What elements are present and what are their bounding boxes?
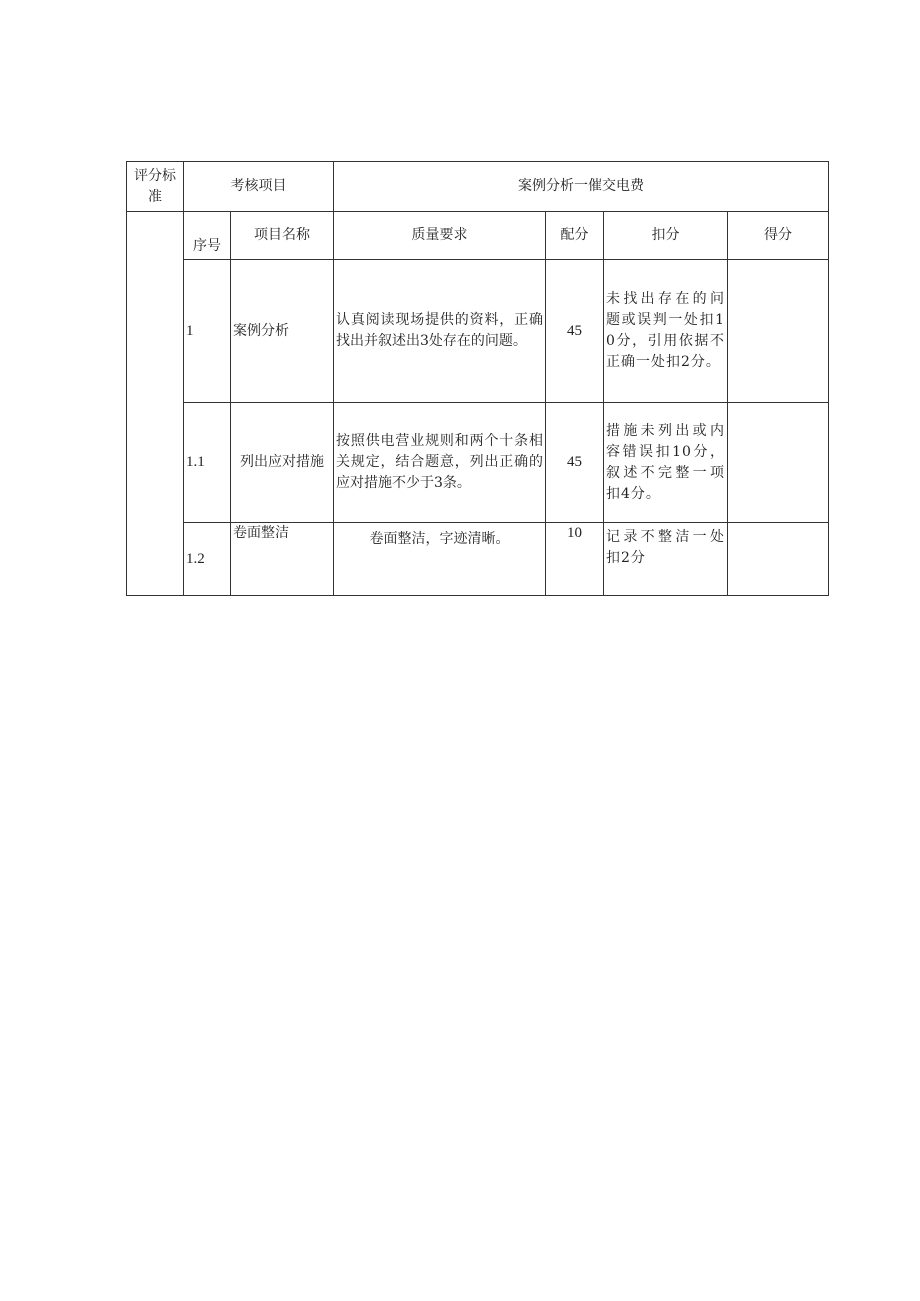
header-deduction: 扣分	[604, 212, 728, 260]
row-quality: 卷面整洁，字迹清晰。	[334, 523, 546, 596]
row-score	[728, 260, 829, 403]
row-score	[728, 403, 829, 523]
row-deduction: 未找出存在的问题或误判一处扣10分，引用依据不正确一处扣2分。	[604, 260, 728, 403]
row-points: 45	[546, 260, 604, 403]
row-quality: 认真阅读现场提供的资料，正确找出并叙述出3处存在的问题。	[334, 260, 546, 403]
row-score	[728, 523, 829, 596]
row-points: 45	[546, 403, 604, 523]
column-header-row	[127, 212, 829, 260]
header-seq: 序号	[184, 212, 231, 260]
row-name: 列出应对措施	[231, 403, 334, 523]
header-quality: 质量要求	[334, 212, 546, 260]
row-name: 案例分析	[231, 260, 334, 403]
scoring-table	[126, 161, 829, 596]
scoring-sheet	[126, 161, 828, 596]
row-deduction: 措施未列出或内容错误扣10分，叙述不完整一项扣4分。	[604, 403, 728, 523]
row-name: 卷面整洁	[231, 523, 334, 596]
row-seq: 1	[184, 260, 231, 403]
row-points: 10	[546, 523, 604, 596]
row-seq: 1.2	[184, 523, 231, 596]
header-score: 得分	[728, 212, 829, 260]
header-points: 配分	[546, 212, 604, 260]
row-seq: 1.1	[184, 403, 231, 523]
table-row	[127, 260, 829, 403]
corner-empty-cell	[127, 212, 184, 596]
row-deduction: 记录不整洁一处扣2分	[604, 523, 728, 596]
corner-label: 评分标准	[127, 162, 184, 212]
row-quality: 按照供电营业规则和两个十条相关规定，结合题意，列出正确的应对措施不少于3条。	[334, 403, 546, 523]
header-name: 项目名称	[231, 212, 334, 260]
exam-item-label: 考核项目	[184, 162, 334, 212]
header-row	[127, 162, 829, 212]
table-title: 案例分析一催交电费	[334, 162, 829, 212]
table-row	[127, 403, 829, 523]
table-row	[127, 523, 829, 596]
